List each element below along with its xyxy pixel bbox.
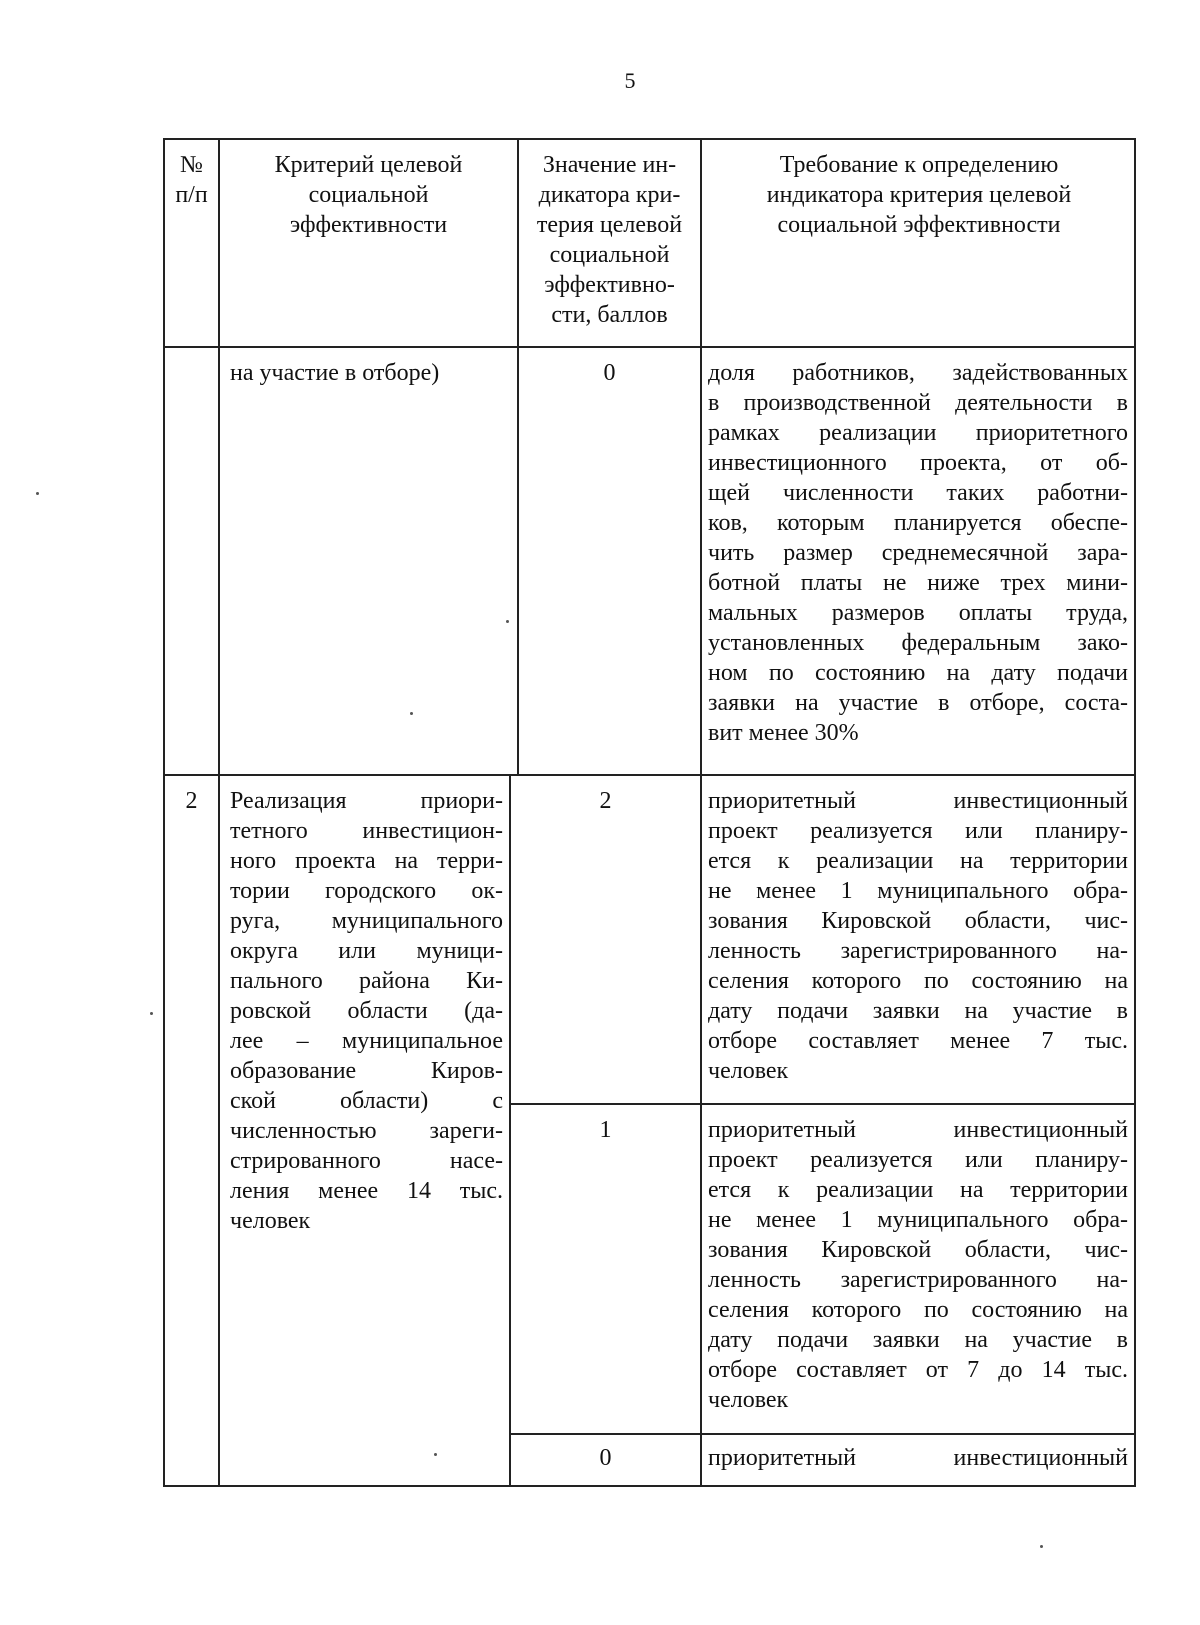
scan-speck — [150, 1012, 153, 1015]
header-value: Значение ин- дикатора кри- терия целевой социальной эффективно- сти, баллов — [536, 152, 683, 328]
row1-value: 0 — [603, 360, 616, 386]
row-divider — [509, 1433, 1136, 1435]
row-divider — [163, 774, 1136, 776]
row2-sub2-requirement: приоритетный инвестиционный проект реализуется или планиру- ется к реализации на территории не менее 1 муниципального обра- зования Кировской области, чис- ленность зарегистрированного на- селения которого по состоянию на дату подачи заявки на участие в отборе составляет от 7 до 14 тыс. человек — [708, 1117, 1128, 1413]
column-divider — [700, 138, 702, 1487]
row2-sub1-requirement: приоритетный инвестиционный проект реализуется или планиру- ется к реализации на территории не менее 1 муниципального обра- зования Кировской области, чис- ленность зарегистрированного на- селения которого по состоянию на дату подачи заявки на участие в отборе составляет менее 7 тыс. человек — [708, 788, 1128, 1084]
row2-sub2-value: 1 — [599, 1117, 612, 1143]
scan-speck — [1040, 1545, 1043, 1548]
scan-speck — [36, 492, 39, 495]
scan-speck — [410, 712, 413, 715]
row-divider — [509, 1103, 1136, 1105]
header-criterion: Критерий целевой социальной эффективности — [274, 152, 463, 238]
row1-criterion: на участие в отборе) — [230, 360, 440, 386]
row1-requirement: доля работников, задействованных в производственной деятельности в рамках реализации приоритетного инвестиционного проекта, от об- щей численности таких работни- ков, которым планируется обеспе- чить размер среднемесячной зара- ботной платы не ниже трех мини- мальных размеров оплаты труда, установленных федеральным зако- ном по состоянию на дату подачи заявки на участие в отборе, соста- вит менее 30% — [708, 360, 1128, 746]
column-divider — [218, 138, 220, 1487]
row2-number: 2 — [185, 788, 198, 814]
scan-speck — [434, 1453, 437, 1456]
row2-sub3-requirement: приоритетный инвестиционный — [708, 1445, 1128, 1471]
scan-speck — [506, 620, 509, 623]
row2-sub1-value: 2 — [599, 788, 612, 814]
row-divider — [163, 346, 1136, 348]
header-requirement: Требование к определению индикатора критерия целевой социальной эффективности — [766, 152, 1072, 238]
page-number: 5 — [624, 68, 636, 93]
header-number: № п/п — [175, 152, 208, 208]
row2-sub3-value: 0 — [599, 1445, 612, 1471]
row2-criterion: Реализация приори- тетного инвестицион- ного проекта на терри- тории городского ок- руга, муниципального округа или муници- пального района Ки- ровской области (да- лее – муниципальное образование Киров- ской области) с численностью зареги- стрированного насе- ления менее 14 тыс. человек — [230, 788, 503, 1234]
